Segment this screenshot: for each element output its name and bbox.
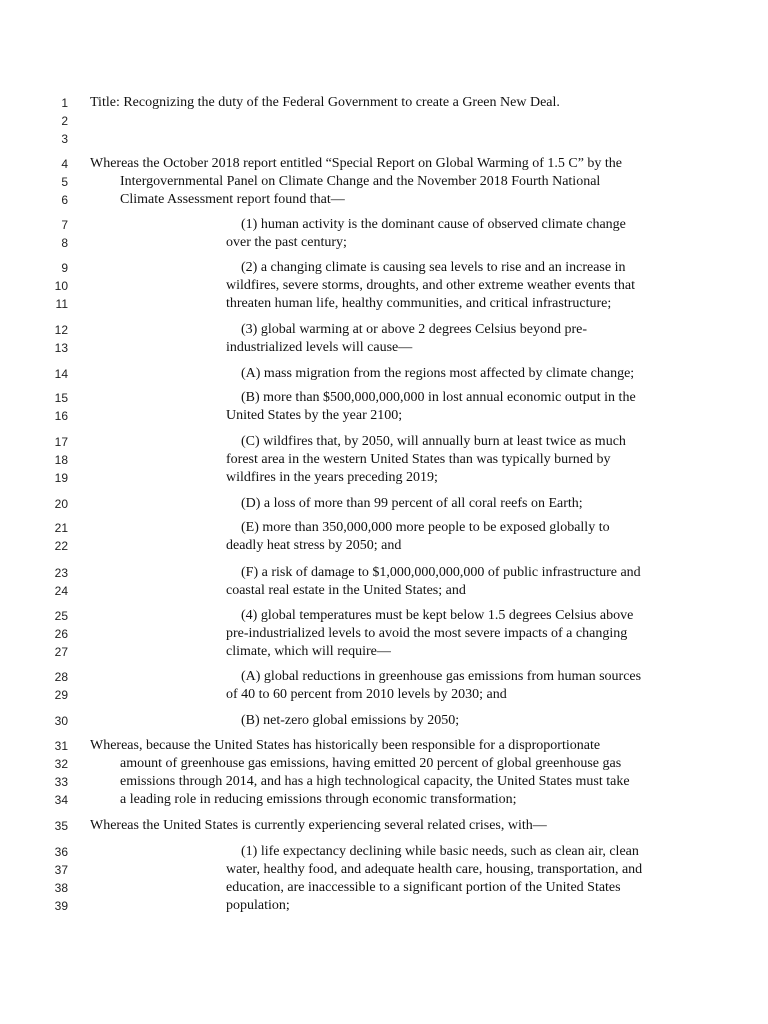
document-line bbox=[0, 469, 768, 487]
document-line bbox=[0, 755, 768, 773]
line-number: 27 bbox=[54, 645, 68, 659]
line-number: 21 bbox=[54, 521, 68, 535]
line-text: a leading role in reducing emissions through economic transformation; bbox=[120, 792, 517, 807]
document-line bbox=[0, 389, 768, 407]
line-text: (1) human activity is the dominant cause of observed climate change bbox=[241, 217, 626, 232]
line-text: (E) more than 350,000,000 more people to be exposed globally to bbox=[241, 520, 610, 535]
title-paragraph bbox=[0, 94, 768, 112]
line-number: 28 bbox=[54, 670, 68, 684]
document-line bbox=[0, 737, 768, 755]
line-number: 15 bbox=[54, 391, 68, 405]
finding-subitem bbox=[0, 389, 768, 425]
line-number: 36 bbox=[54, 845, 68, 859]
line-number: 19 bbox=[54, 471, 68, 485]
line-text: Climate Assessment report found that— bbox=[120, 192, 345, 207]
line-text: forest area in the western United States than was typically burned by bbox=[226, 452, 611, 467]
line-number: 7 bbox=[61, 218, 68, 232]
line-text: amount of greenhouse gas emissions, having emitted 20 percent of global greenhouse gas bbox=[120, 756, 622, 771]
line-text: (C) wildfires that, by 2050, will annually burn at least twice as much bbox=[241, 434, 626, 449]
line-number: 35 bbox=[54, 819, 68, 833]
whereas-clause bbox=[0, 737, 768, 809]
document-line bbox=[0, 668, 768, 686]
line-number: 29 bbox=[54, 688, 68, 702]
line-text: wildfires, severe storms, droughts, and other extreme weather events that bbox=[226, 278, 635, 293]
line-number: 9 bbox=[61, 261, 68, 275]
crisis-item bbox=[0, 843, 768, 915]
whereas-clause bbox=[0, 155, 768, 209]
line-number: 22 bbox=[54, 539, 68, 553]
line-text: (B) more than $500,000,000,000 in lost annual economic output in the bbox=[241, 390, 636, 405]
title-text: Title: Recognizing the duty of the Federal Government to create a Green New Deal. bbox=[90, 95, 560, 110]
document-line bbox=[0, 234, 768, 252]
line-number: 10 bbox=[54, 279, 68, 293]
line-text: population; bbox=[226, 898, 290, 913]
line-text: industrialized levels will cause— bbox=[226, 340, 413, 355]
line-number: 14 bbox=[54, 367, 68, 381]
line-number: 11 bbox=[55, 297, 68, 311]
line-number: 6 bbox=[61, 193, 68, 207]
line-text: pre-industrialized levels to avoid the most severe impacts of a changing bbox=[226, 626, 628, 641]
line-text: United States by the year 2100; bbox=[226, 408, 403, 423]
line-text: climate, which will require— bbox=[226, 644, 391, 659]
document-line bbox=[0, 712, 768, 730]
line-text: Whereas the October 2018 report entitled “Special Report on Global Warming of 1.5 C” by the bbox=[90, 156, 623, 171]
document-line bbox=[0, 155, 768, 173]
line-text: wildfires in the years preceding 2019; bbox=[226, 470, 438, 485]
line-number: 1 bbox=[61, 96, 68, 110]
document-line bbox=[0, 773, 768, 791]
finding-subitem bbox=[0, 519, 768, 555]
line-number: 26 bbox=[54, 627, 68, 641]
document-line bbox=[0, 582, 768, 600]
line-number: 30 bbox=[54, 714, 68, 728]
line-text: Intergovernmental Panel on Climate Change and the November 2018 Fourth National bbox=[120, 174, 601, 189]
line-number: 17 bbox=[54, 435, 68, 449]
line-text: over the past century; bbox=[226, 235, 347, 250]
line-text: education, are inaccessible to a significant portion of the United States bbox=[226, 880, 621, 895]
document-line bbox=[0, 295, 768, 313]
document-line bbox=[0, 407, 768, 425]
document-line bbox=[0, 451, 768, 469]
line-number: 3 bbox=[61, 132, 68, 146]
line-text: Whereas the United States is currently experiencing several related crises, with— bbox=[90, 818, 547, 833]
line-number: 13 bbox=[54, 341, 68, 355]
line-number: 33 bbox=[54, 775, 68, 789]
finding-item bbox=[0, 216, 768, 252]
line-number: 16 bbox=[54, 409, 68, 423]
line-text: (D) a loss of more than 99 percent of all coral reefs on Earth; bbox=[241, 496, 583, 511]
finding-subitem bbox=[0, 564, 768, 600]
document-line bbox=[0, 537, 768, 555]
line-text: (A) mass migration from the regions most affected by climate change; bbox=[241, 366, 635, 381]
line-text: water, healthy food, and adequate health care, housing, transportation, and bbox=[226, 862, 643, 877]
line-number: 31 bbox=[54, 739, 68, 753]
line-number: 32 bbox=[54, 757, 68, 771]
line-number: 12 bbox=[54, 323, 68, 337]
document-line bbox=[0, 191, 768, 209]
whereas-clause bbox=[0, 817, 768, 835]
line-number: 34 bbox=[54, 793, 68, 807]
line-number: 18 bbox=[54, 453, 68, 467]
line-number: 38 bbox=[54, 881, 68, 895]
document-line bbox=[0, 879, 768, 897]
document-line bbox=[0, 277, 768, 295]
finding-item bbox=[0, 321, 768, 357]
line-text: (1) life expectancy declining while basic needs, such as clean air, clean bbox=[241, 844, 639, 859]
document-line bbox=[0, 625, 768, 643]
document-line bbox=[0, 216, 768, 234]
line-text: (4) global temperatures must be kept below 1.5 degrees Celsius above bbox=[241, 608, 634, 623]
line-number: 23 bbox=[54, 566, 68, 580]
line-text: threaten human life, healthy communities, and critical infrastructure; bbox=[226, 296, 612, 311]
line-number: 4 bbox=[61, 157, 68, 171]
line-text: emissions through 2014, and has a high technological capacity, the United States must take bbox=[120, 774, 630, 789]
document-line bbox=[0, 564, 768, 582]
document-line bbox=[0, 817, 768, 835]
document-line bbox=[0, 843, 768, 861]
line-text: of 40 to 60 percent from 2010 levels by 2030; and bbox=[226, 687, 507, 702]
finding-item bbox=[0, 259, 768, 313]
line-text: (2) a changing climate is causing sea levels to rise and an increase in bbox=[241, 260, 626, 275]
document-line bbox=[0, 433, 768, 451]
line-text: (3) global warming at or above 2 degrees Celsius beyond pre- bbox=[241, 322, 588, 337]
line-number: 20 bbox=[54, 497, 68, 511]
document-line bbox=[0, 112, 768, 130]
document-line bbox=[0, 94, 768, 112]
document-line bbox=[0, 130, 768, 148]
finding-subitem bbox=[0, 668, 768, 704]
finding-subitem bbox=[0, 433, 768, 487]
finding-subitem bbox=[0, 712, 768, 730]
document-line bbox=[0, 173, 768, 191]
document-line bbox=[0, 495, 768, 513]
document-line bbox=[0, 259, 768, 277]
line-text: (F) a risk of damage to $1,000,000,000,000 of public infrastructure and bbox=[241, 565, 641, 580]
line-text: coastal real estate in the United States; and bbox=[226, 583, 466, 598]
document-line bbox=[0, 339, 768, 357]
line-number: 24 bbox=[54, 584, 68, 598]
document-line bbox=[0, 861, 768, 879]
blank-paragraph bbox=[0, 112, 768, 130]
line-number: 37 bbox=[54, 863, 68, 877]
line-text: Whereas, because the United States has historically been responsible for a disproportionate bbox=[90, 738, 601, 753]
line-number: 25 bbox=[54, 609, 68, 623]
document-line bbox=[0, 791, 768, 809]
finding-item bbox=[0, 607, 768, 661]
document-line bbox=[0, 607, 768, 625]
document-line bbox=[0, 897, 768, 915]
line-text: (B) net-zero global emissions by 2050; bbox=[241, 713, 460, 728]
line-number: 2 bbox=[61, 114, 68, 128]
document-line bbox=[0, 519, 768, 537]
finding-subitem bbox=[0, 495, 768, 513]
document-line bbox=[0, 686, 768, 704]
line-number: 5 bbox=[61, 175, 68, 189]
document-line bbox=[0, 365, 768, 383]
blank-paragraph bbox=[0, 130, 768, 148]
line-number: 8 bbox=[61, 236, 68, 250]
line-text: (A) global reductions in greenhouse gas emissions from human sources bbox=[241, 669, 642, 684]
document-line bbox=[0, 643, 768, 661]
finding-subitem bbox=[0, 365, 768, 383]
line-text: deadly heat stress by 2050; and bbox=[226, 538, 402, 553]
line-number: 39 bbox=[54, 899, 68, 913]
document-line bbox=[0, 321, 768, 339]
